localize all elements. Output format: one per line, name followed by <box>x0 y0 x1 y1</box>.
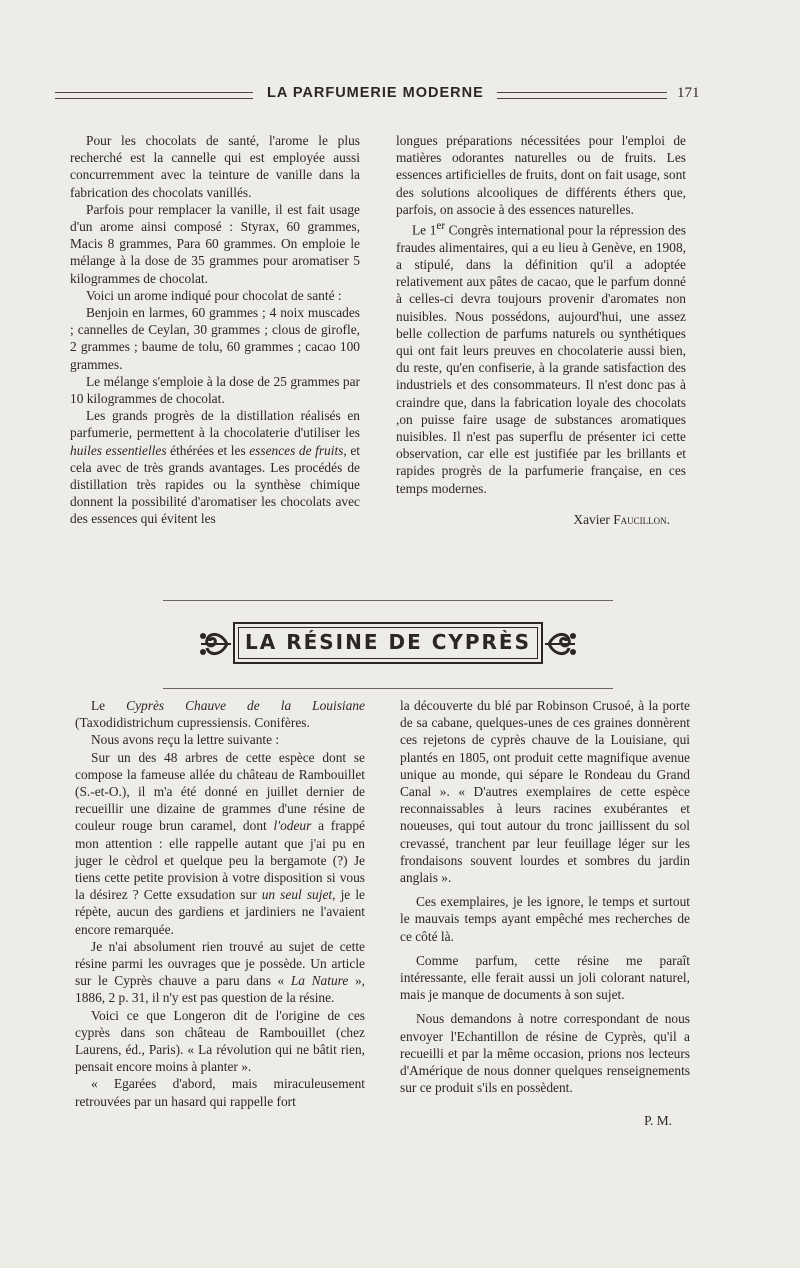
article2-column-left <box>75 697 365 1110</box>
paragraph <box>396 218 686 497</box>
text: a frappé mon attention : elle rappelle autant que j'ai pu en juger le cèdrol et quelque peu la bergamote (?) Je tiens cette petite provision à votre disposition si vous la désirez ? Cette exsudation sur <box>75 818 365 903</box>
paragraph: Voici ce que Longeron dit de l'origine de ces cyprès dans son château de Rambouillet (chez Laurens, éd., Paris). « La révolution qui ne bâtit rien, pensait encore moins à planter ». <box>75 1007 365 1075</box>
running-header <box>55 84 700 106</box>
signature-first: Xavier <box>573 511 614 527</box>
text: , je le répète, aucun des gardiens et jardiniers ne l'avaient encore remarquée. <box>75 887 365 937</box>
fleuron-left-icon <box>197 622 233 666</box>
banner-rule-top <box>163 600 613 601</box>
article2-column-right <box>400 697 690 1130</box>
paragraph: Le mélange s'emploie à la dose de 25 grammes par 10 kilogrammes de chocolat. <box>70 373 360 407</box>
running-title: LA PARFUMERIE MODERNE <box>267 85 484 101</box>
text: éthérées et les <box>166 442 250 458</box>
paragraph: Parfois pour remplacer la vanille, il est fait usage d'un arome ainsi composé : Styrax, 60 grammes, Macis 8 grammes, Para 60 grammes. On emploie le mélange à la dose de 35 grammes pour aromatiser 5 kilogrammes de chocolat. <box>70 201 360 286</box>
emphasis: l'odeur <box>273 818 312 834</box>
paragraph <box>70 407 360 527</box>
text: (Taxodidistrichum cupressiensis. Conifères. <box>75 715 310 731</box>
signature-last: Faucillon. <box>613 511 670 527</box>
emphasis: La Nature <box>290 973 349 989</box>
text: », 1886, 2 p. 31, il n'y est pas question de la résine. <box>75 973 365 1006</box>
text: Le <box>91 698 127 713</box>
paragraph: Benjoin en larmes, 60 grammes ; 4 noix muscades ; cannelles de Ceylan, 30 grammes ; clous de girofle, 2 grammes ; baume de tolu, 60 grammes ; cacao 100 grammes. <box>70 305 360 372</box>
emphasis: huiles essentielles <box>70 442 167 458</box>
header-rule-left <box>55 92 253 99</box>
text: Je n'ai absolument rien trouvé au sujet de cette résine parmi les ouvrages que je possède. Un article sur le Cyprès chauve a paru dans « <box>75 938 365 989</box>
paragraph: Voici un arome indiqué pour chocolat de santé : <box>86 287 342 303</box>
paragraph: « Egarées d'abord, mais miraculeusement retrouvées par un hasard qui rappelle fort <box>75 1076 365 1109</box>
emphasis: essences de fruits <box>249 442 344 458</box>
fleuron-right-icon <box>543 622 579 666</box>
emphasis: un seul sujet <box>261 887 333 903</box>
text: , et cela avec de très grands avantages. Les procédés de distillation très rapides ou la synthèse chimique donnent la possibilité d'aromatiser les chocolats avec des essences qui évitent les <box>70 442 360 527</box>
article1-column-left <box>70 132 360 528</box>
banner-rule-bottom <box>163 688 613 689</box>
paragraph <box>75 697 365 731</box>
banner-frame <box>233 622 543 664</box>
superscript: er <box>436 220 446 233</box>
text: Le 1 <box>412 222 437 238</box>
text: Sur un des 48 arbres de cette espèce dont se compose la fameuse allée du château de Rambouillet (S.-et-O.), il m'a été donné en juillet dernier de recueillir une dizaine de grammes d'une résine de couleur rouge brun caramel, dont <box>75 749 365 834</box>
section-title: LA RÉSINE DE CYPRÈS <box>245 630 531 654</box>
section-banner <box>163 600 613 692</box>
header-rule-right <box>497 92 667 99</box>
text: Congrès international pour la répression des fraudes alimentaires, qui a eu lieu à Genève, en 1908, a stipulé, dans la définition qu'il a adoptée relativement aux pâtes de cacao, que le parfum donné à celles-ci devra toujours provenir d'aromates non nuisibles. Nous possédons, aujourd'hui, une assez belle collection de parfums naturels ou synthétiques qui ont fait leurs preuves en chocolaterie aussi bien, du reste, qu'en confiserie, à la grande satisfaction des industriels et des consommateurs. Il n'est donc pas à craindre que, dans la fabrication loyale des chocolats ,on puisse faire usage de substances aromatiques nuisibles. Il n'est pas superflu de présenter ici cette observation, car elle est justifiée par les brillants et rapides progrès de la parfumerie française, en ces temps modernes. <box>396 222 686 496</box>
article1-column-right <box>396 132 686 528</box>
paragraph: Nous demandons à notre correspondant de nous envoyer l'Echantillon de résine de Cyprès, qu'il a recueilli et par la même occasion, prions nos lecteurs d'Amérique de nous donner quelques renseignements sur ce produit s'ils en possèdent. <box>400 1011 690 1096</box>
paragraph <box>75 749 365 938</box>
emphasis: Cyprès Chauve de la Louisiane <box>126 698 365 713</box>
paragraph: la découverte du blé par Robinson Crusoé, à la porte de sa cabane, quelques-unes de ces graines donnèrent ces rejetons de cyprès chauve de la Louisiane, qui plantés en 1805, ont produit cette magnifique avenue unique au monde, qui sépare le Rondeau du Grand Canal ». « D'autres exemplaires de cette espèce reconnaissables à leurs racines exubérantes et noueuses, qui tout autour du tronc jaillissent du sol crevassé, tranchent par leur feuillage léger sur les frondaisons souvent lourdes et sombres du jardin anglais ». <box>400 698 690 886</box>
paragraph: Pour les chocolats de santé, l'arome le plus recherché est la cannelle qui est employée aussi concurremment avec la teinture de vanille dans la fabrication des chocolats vanillés. <box>70 133 360 200</box>
text: Les grands progrès de la distillation réalisés en parfumerie, permettent à la chocolaterie d'utiliser les <box>70 408 360 441</box>
editor-signature: P. M. <box>644 1113 672 1129</box>
paragraph: Comme parfum, cette résine me paraît intéressante, elle ferait aussi un joli colorant naturel, mais je manque de documents à son sujet. <box>400 952 690 1003</box>
paragraph: longues préparations nécessitées pour l'emploi de matières odorantes naturelles ou de fruits. Les essences artificielles de fruits, dont on fait usage, sont des solutions alcooliques de différents éthers que, parfois, on associe à des essences naturelles. <box>396 133 686 217</box>
author-signature <box>396 511 686 528</box>
paragraph: Nous avons reçu la lettre suivante : <box>91 732 280 748</box>
page-number: 171 <box>677 85 700 101</box>
paragraph: Ces exemplaires, je les ignore, le temps et surtout le mauvais temps ayant empêché mes recherches de ce côté là. <box>400 894 690 944</box>
paragraph <box>75 938 365 1007</box>
